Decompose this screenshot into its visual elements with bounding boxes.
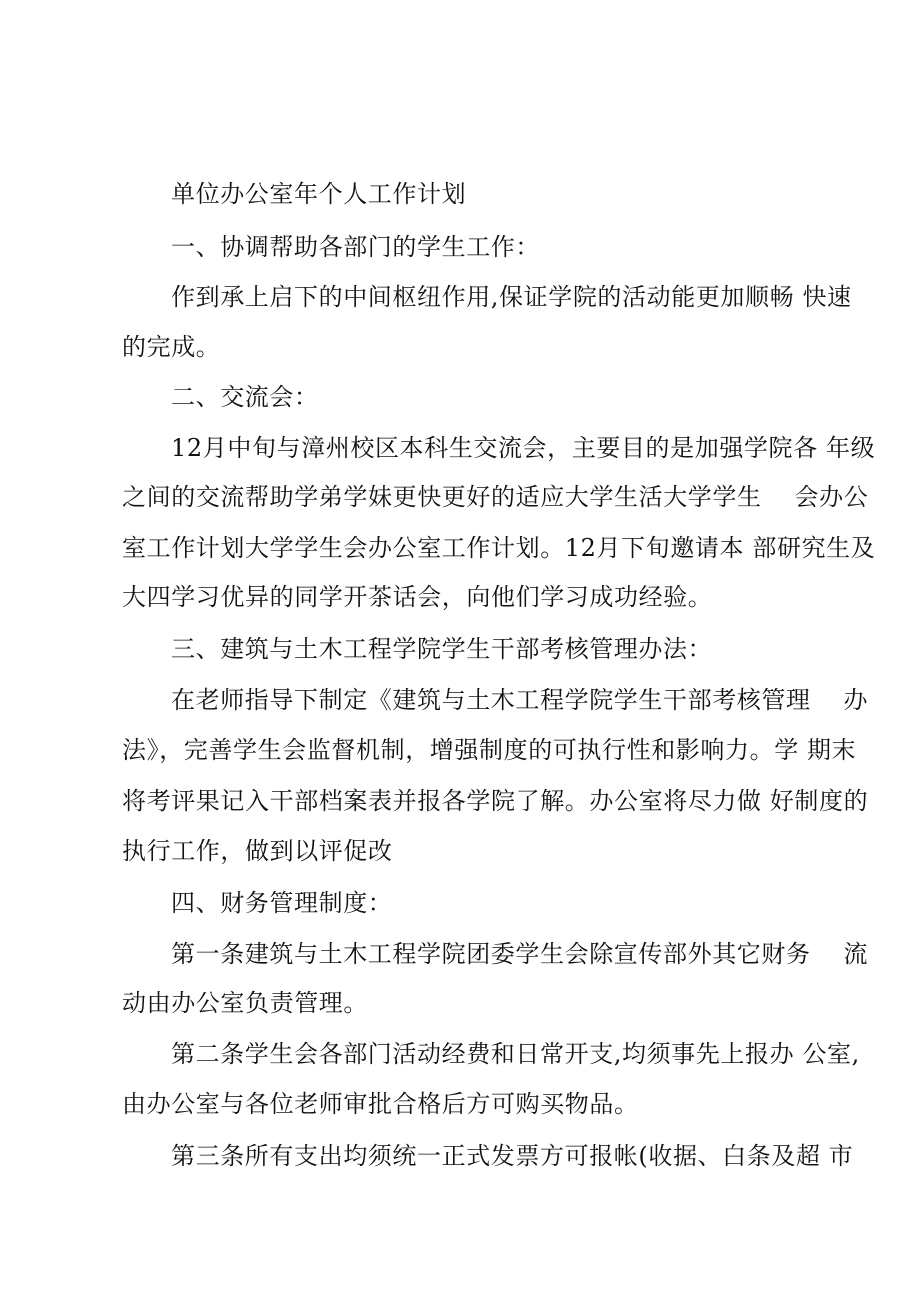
heading-3: 三、建筑与土木工程学院学生干部考核管理办法： — [171, 635, 713, 663]
paragraph-line: 大四学习优异的同学开茶话会，向他们学习成功经验。 — [122, 583, 713, 611]
heading-4: 四、财务管理制度： — [171, 889, 393, 917]
paragraph-line: 之间的交流帮助学弟学妹更快更好的适应大学生活大学学生 会办公 — [122, 483, 869, 511]
paragraph-line: 12月中旬与漳州校区本科生交流会，主要目的是加强学院各 年级 — [171, 434, 876, 462]
heading-2: 二、交流会： — [171, 383, 319, 411]
paragraph-line: 的完成。 — [122, 333, 221, 361]
paragraph-line: 将考评果记入干部档案表并报各学院了解。办公室将尽力做 好制度的 — [122, 787, 869, 815]
paragraph-line: 第一条建筑与土木工程学院团委学生会除宣传部外其它财务 流 — [171, 940, 869, 968]
heading-1: 一、协调帮助各部门的学生工作： — [171, 233, 540, 261]
paragraph-line: 作到承上启下的中间枢纽作用,保证学院的活动能更加顺畅 快速 — [171, 283, 852, 311]
paragraph-line: 室工作计划大学学生会办公室工作计划。12月下旬邀请本 部研究生及 — [122, 534, 876, 562]
paragraph-line: 第三条所有支出均须统一正式发票方可报帐(收据、白条及超 市 — [171, 1142, 854, 1170]
paragraph-line: 法》，完善学生会监督机制，增强制度的可执行性和影响力。学 期末 — [122, 736, 857, 764]
document-title: 单位办公室年个人工作计划 — [171, 180, 467, 208]
paragraph-line: 执行工作，做到以评促改 — [122, 837, 393, 865]
paragraph-line: 由办公室与各位老师审批合格后方可购买物品。 — [122, 1090, 639, 1118]
paragraph-line: 第二条学生会各部门活动经费和日常开支,均须事先上报办 公室, — [171, 1040, 860, 1068]
paragraph-line: 在老师指导下制定《建筑与土木工程学院学生干部考核管理 办 — [171, 686, 869, 714]
paragraph-line: 动由办公室负责管理。 — [122, 989, 368, 1017]
